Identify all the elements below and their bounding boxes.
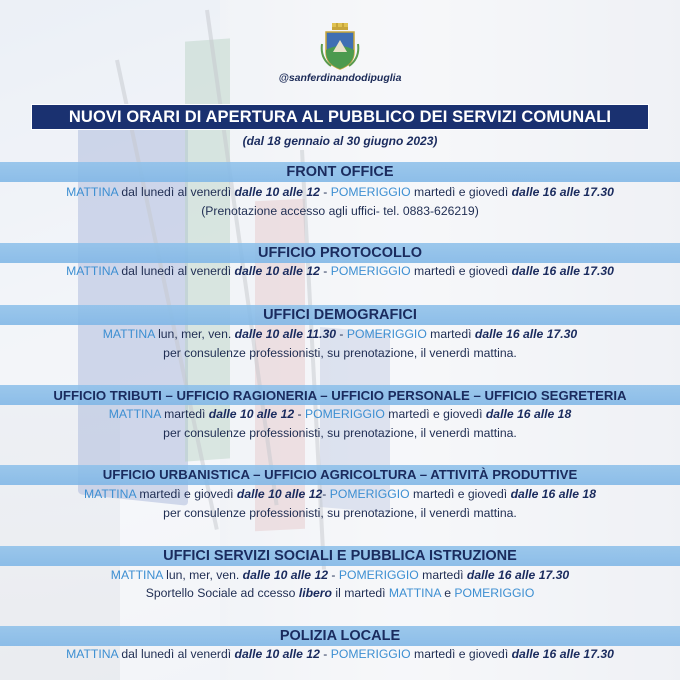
morning-hours: dalle 10 alle 12 <box>234 264 320 278</box>
morning-hours: dalle 10 alle 12 <box>242 568 329 582</box>
days-text: martedì e giovedì <box>410 185 512 199</box>
afternoon-hours: dalle 16 alle 17.30 <box>511 647 614 661</box>
days-text: martedì <box>418 568 467 582</box>
morning-label: MATTINA <box>388 586 441 600</box>
page-subtitle: (dal 18 gennaio al 30 giugno 2023) <box>242 134 438 148</box>
days-text: dal lunedì al venerdì <box>117 264 235 278</box>
separator: - <box>322 487 330 501</box>
afternoon-label: POMERIGGIO <box>330 264 411 278</box>
note-line <box>0 204 680 218</box>
municipal-crest-icon <box>319 22 361 70</box>
section-title-protocollo: UFFICIO PROTOCOLLO <box>257 245 423 261</box>
days-text: dal lunedì al venerdì <box>117 185 235 199</box>
consultation-note: per consulenze professionisti, su prenotazione, il venerdì mattina. <box>163 506 517 520</box>
title-banner <box>31 104 649 130</box>
days-text: lun, mer, ven. <box>162 568 243 582</box>
separator: - <box>319 185 331 199</box>
days-text: martedì e giovedì <box>384 407 486 421</box>
separator: - <box>336 327 347 341</box>
morning-label: MATTINA <box>66 647 118 661</box>
note-line <box>0 586 680 600</box>
note-line <box>0 346 680 360</box>
schedule-line <box>0 487 680 501</box>
conjunction-text: e <box>440 586 455 600</box>
afternoon-hours: dalle 16 alle 17.30 <box>474 327 578 341</box>
afternoon-label: POMERIGGIO <box>454 586 535 600</box>
page-title: NUOVI ORARI DI APERTURA AL PUBBLICO DEI SERVIZI COMUNALI <box>68 107 612 126</box>
section-title-urbanistica: UFFICIO URBANISTICA – UFFICIO AGRICOLTURA – ATTIVITÀ PRODUTTIVE <box>102 467 578 482</box>
afternoon-hours: dalle 16 alle 18 <box>485 407 572 421</box>
days-text: martedì e giovedì <box>135 487 237 501</box>
morning-label: MATTINA <box>84 487 136 501</box>
days-text: dal lunedì al venerdì <box>117 647 235 661</box>
consultation-note: per consulenze professionisti, su prenotazione, il venerdì mattina. <box>163 346 517 360</box>
afternoon-label: POMERIGGIO <box>330 185 411 199</box>
afternoon-hours: dalle 16 alle 17.30 <box>511 185 614 199</box>
afternoon-label: POMERIGGIO <box>338 568 419 582</box>
section-title-servizi-sociali: UFFICI SERVIZI SOCIALI E PUBBLICA ISTRUZIONE <box>163 548 517 564</box>
separator: - <box>319 647 331 661</box>
note-line <box>0 426 680 440</box>
separator: - <box>319 264 331 278</box>
afternoon-label: POMERIGGIO <box>329 487 410 501</box>
schedule-line <box>0 568 680 582</box>
morning-hours: dalle 10 alle 12 <box>208 407 295 421</box>
morning-label: MATTINA <box>66 185 118 199</box>
social-desk-text: Sportello Sociale ad ccesso <box>145 586 299 600</box>
social-handle: @sanferdinandodipuglia <box>278 72 402 84</box>
afternoon-hours: dalle 16 alle 17.30 <box>466 568 570 582</box>
afternoon-hours: dalle 16 alle 18 <box>510 487 596 501</box>
morning-label: MATTINA <box>108 407 161 421</box>
morning-hours: dalle 10 alle 12 <box>236 487 323 501</box>
afternoon-hours: dalle 16 alle 17.30 <box>511 264 614 278</box>
morning-label: MATTINA <box>110 568 163 582</box>
morning-hours: dalle 10 alle 12 <box>234 185 320 199</box>
free-access-text: libero <box>298 586 332 600</box>
days-text: lun, mer, ven. <box>154 327 235 341</box>
morning-label: MATTINA <box>102 327 155 341</box>
days-text: martedì e giovedì <box>410 647 512 661</box>
booking-note: (Prenotazione accesso agli uffici- tel. 0883-626219) <box>201 204 479 218</box>
schedule-line <box>0 327 680 341</box>
schedule-line <box>0 647 680 661</box>
schedule-line <box>0 185 680 199</box>
note-line <box>0 506 680 520</box>
schedule-line <box>0 264 680 278</box>
separator: - <box>328 568 339 582</box>
consultation-note: per consulenze professionisti, su prenotazione, il venerdì mattina. <box>163 426 517 440</box>
afternoon-label: POMERIGGIO <box>346 327 427 341</box>
morning-hours: dalle 10 alle 12 <box>234 647 320 661</box>
days-text: martedì <box>160 407 209 421</box>
schedule-line <box>0 407 680 421</box>
section-title-polizia-locale: POLIZIA LOCALE <box>279 628 401 644</box>
days-text: il martedì <box>332 586 389 600</box>
days-text: martedì e giovedì <box>409 487 511 501</box>
morning-label: MATTINA <box>66 264 118 278</box>
section-title-demografici: UFFICI DEMOGRAFICI <box>263 307 417 323</box>
days-text: martedì <box>426 327 475 341</box>
afternoon-label: POMERIGGIO <box>330 647 411 661</box>
separator: - <box>294 407 305 421</box>
section-title-front-office: FRONT OFFICE <box>286 164 394 180</box>
afternoon-label: POMERIGGIO <box>305 407 385 421</box>
morning-hours: dalle 10 alle 11.30 <box>234 327 337 341</box>
days-text: martedì e giovedì <box>410 264 512 278</box>
section-title-tributi: UFFICIO TRIBUTI – UFFICIO RAGIONERIA – UFFICIO PERSONALE – UFFICIO SEGRETERIA <box>53 388 627 403</box>
